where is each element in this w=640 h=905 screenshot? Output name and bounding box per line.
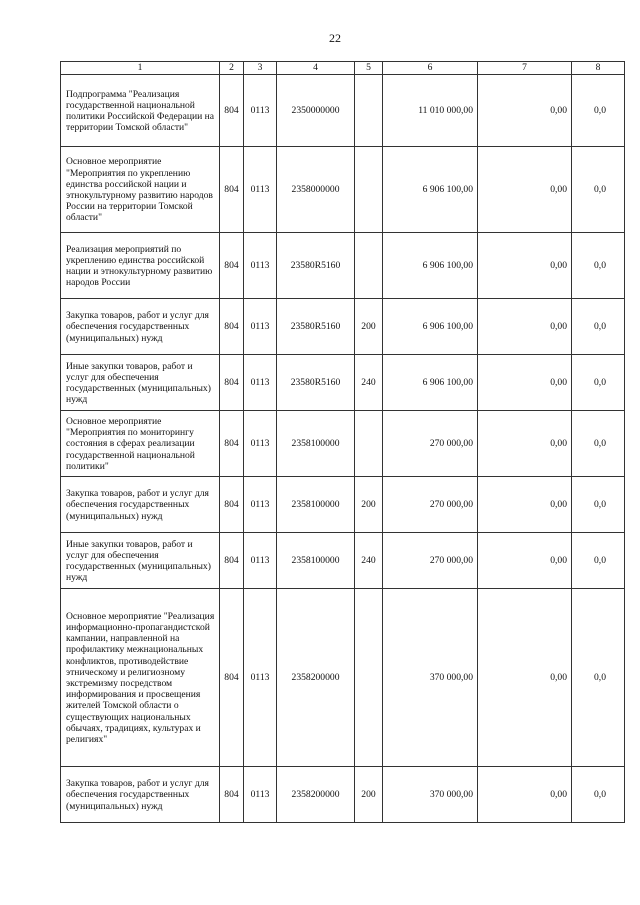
table-body xyxy=(61,62,625,823)
row-amount-3: 0,0 xyxy=(572,767,625,823)
row-target-article: 2358000000 xyxy=(277,147,355,233)
budget-table xyxy=(60,61,625,823)
header-cell-2: 2 xyxy=(220,62,244,75)
table-row xyxy=(61,411,625,477)
row-name: Основное мероприятие "Реализация информационно-пропагандистской кампании, направленной на профилактику межнациональных конфликтов, противодействие этническому и религиозному экстремизму посредством информирования и просвещения жителей Томской области о существующих национальных обычаях, традициях, культурах и религиях" xyxy=(61,589,220,767)
row-amount-3: 0,0 xyxy=(572,355,625,411)
row-amount-2: 0,00 xyxy=(478,477,572,533)
header-cell-1: 1 xyxy=(61,62,220,75)
row-expense-type xyxy=(355,147,383,233)
row-name: Закупка товаров, работ и услуг для обеспечения государственных (муниципальных) нужд xyxy=(61,767,220,823)
row-name: Реализация мероприятий по укреплению единства российской нации и этнокультурному развитию народов России xyxy=(61,233,220,299)
row-expense-type xyxy=(355,75,383,147)
row-name: Подпрограмма "Реализация государственной национальной политики Российской Федерации на территории Томской области" xyxy=(61,75,220,147)
row-amount-3: 0,0 xyxy=(572,147,625,233)
table-row xyxy=(61,75,625,147)
row-target-article: 23580R5160 xyxy=(277,233,355,299)
row-target-article: 2358100000 xyxy=(277,411,355,477)
table-row xyxy=(61,147,625,233)
row-admin-code: 804 xyxy=(220,589,244,767)
row-expense-type: 200 xyxy=(355,767,383,823)
row-section-code: 0113 xyxy=(244,233,277,299)
row-section-code: 0113 xyxy=(244,75,277,147)
row-expense-type: 200 xyxy=(355,299,383,355)
row-name: Основное мероприятие "Мероприятия по укреплению единства российской нации и этнокультурному развитию народов России на территории Томской области" xyxy=(61,147,220,233)
row-name: Иные закупки товаров, работ и услуг для обеспечения государственных (муниципальных) нужд xyxy=(61,355,220,411)
row-amount-1: 370 000,00 xyxy=(383,767,478,823)
row-amount-3: 0,0 xyxy=(572,411,625,477)
header-cell-6: 6 xyxy=(383,62,478,75)
row-amount-2: 0,00 xyxy=(478,147,572,233)
row-section-code: 0113 xyxy=(244,411,277,477)
row-amount-3: 0,0 xyxy=(572,533,625,589)
row-target-article: 23580R5160 xyxy=(277,299,355,355)
row-admin-code: 804 xyxy=(220,75,244,147)
row-amount-3: 0,0 xyxy=(572,589,625,767)
row-amount-2: 0,00 xyxy=(478,411,572,477)
row-name: Иные закупки товаров, работ и услуг для обеспечения государственных (муниципальных) нужд xyxy=(61,533,220,589)
row-amount-1: 270 000,00 xyxy=(383,411,478,477)
row-amount-2: 0,00 xyxy=(478,299,572,355)
row-amount-1: 270 000,00 xyxy=(383,477,478,533)
row-admin-code: 804 xyxy=(220,147,244,233)
header-cell-3: 3 xyxy=(244,62,277,75)
row-amount-2: 0,00 xyxy=(478,355,572,411)
table-row xyxy=(61,767,625,823)
row-expense-type xyxy=(355,411,383,477)
row-admin-code: 804 xyxy=(220,477,244,533)
row-amount-1: 11 010 000,00 xyxy=(383,75,478,147)
row-admin-code: 804 xyxy=(220,355,244,411)
row-amount-3: 0,0 xyxy=(572,75,625,147)
row-admin-code: 804 xyxy=(220,299,244,355)
header-cell-5: 5 xyxy=(355,62,383,75)
row-expense-type xyxy=(355,589,383,767)
row-target-article: 2358200000 xyxy=(277,767,355,823)
row-target-article: 2358200000 xyxy=(277,589,355,767)
row-amount-3: 0,0 xyxy=(572,233,625,299)
row-amount-2: 0,00 xyxy=(478,533,572,589)
row-expense-type: 240 xyxy=(355,355,383,411)
row-amount-1: 6 906 100,00 xyxy=(383,355,478,411)
table-row xyxy=(61,299,625,355)
table-row xyxy=(61,589,625,767)
row-expense-type: 200 xyxy=(355,477,383,533)
row-expense-type xyxy=(355,233,383,299)
table-row xyxy=(61,533,625,589)
row-section-code: 0113 xyxy=(244,299,277,355)
table-row xyxy=(61,233,625,299)
row-target-article: 23580R5160 xyxy=(277,355,355,411)
row-section-code: 0113 xyxy=(244,477,277,533)
row-amount-2: 0,00 xyxy=(478,75,572,147)
row-target-article: 2358100000 xyxy=(277,533,355,589)
row-section-code: 0113 xyxy=(244,589,277,767)
row-amount-3: 0,0 xyxy=(572,477,625,533)
row-amount-1: 370 000,00 xyxy=(383,589,478,767)
row-amount-1: 6 906 100,00 xyxy=(383,299,478,355)
row-amount-3: 0,0 xyxy=(572,299,625,355)
row-admin-code: 804 xyxy=(220,767,244,823)
page-number: 22 xyxy=(329,31,341,45)
row-name: Закупка товаров, работ и услуг для обеспечения государственных (муниципальных) нужд xyxy=(61,477,220,533)
row-amount-1: 270 000,00 xyxy=(383,533,478,589)
row-admin-code: 804 xyxy=(220,533,244,589)
row-amount-2: 0,00 xyxy=(478,767,572,823)
row-section-code: 0113 xyxy=(244,533,277,589)
row-amount-1: 6 906 100,00 xyxy=(383,233,478,299)
table-row xyxy=(61,477,625,533)
row-section-code: 0113 xyxy=(244,355,277,411)
row-amount-2: 0,00 xyxy=(478,589,572,767)
header-cell-8: 8 xyxy=(572,62,625,75)
row-amount-2: 0,00 xyxy=(478,233,572,299)
row-name: Основное мероприятие "Мероприятия по мониторингу состояния в сферах реализации государственной национальной политики" xyxy=(61,411,220,477)
row-target-article: 2358100000 xyxy=(277,477,355,533)
row-expense-type: 240 xyxy=(355,533,383,589)
header-cell-7: 7 xyxy=(478,62,572,75)
row-target-article: 2350000000 xyxy=(277,75,355,147)
row-section-code: 0113 xyxy=(244,767,277,823)
row-name: Закупка товаров, работ и услуг для обеспечения государственных (муниципальных) нужд xyxy=(61,299,220,355)
row-admin-code: 804 xyxy=(220,411,244,477)
row-admin-code: 804 xyxy=(220,233,244,299)
row-section-code: 0113 xyxy=(244,147,277,233)
header-cell-4: 4 xyxy=(277,62,355,75)
row-amount-1: 6 906 100,00 xyxy=(383,147,478,233)
table-row xyxy=(61,355,625,411)
header-row xyxy=(61,62,625,75)
